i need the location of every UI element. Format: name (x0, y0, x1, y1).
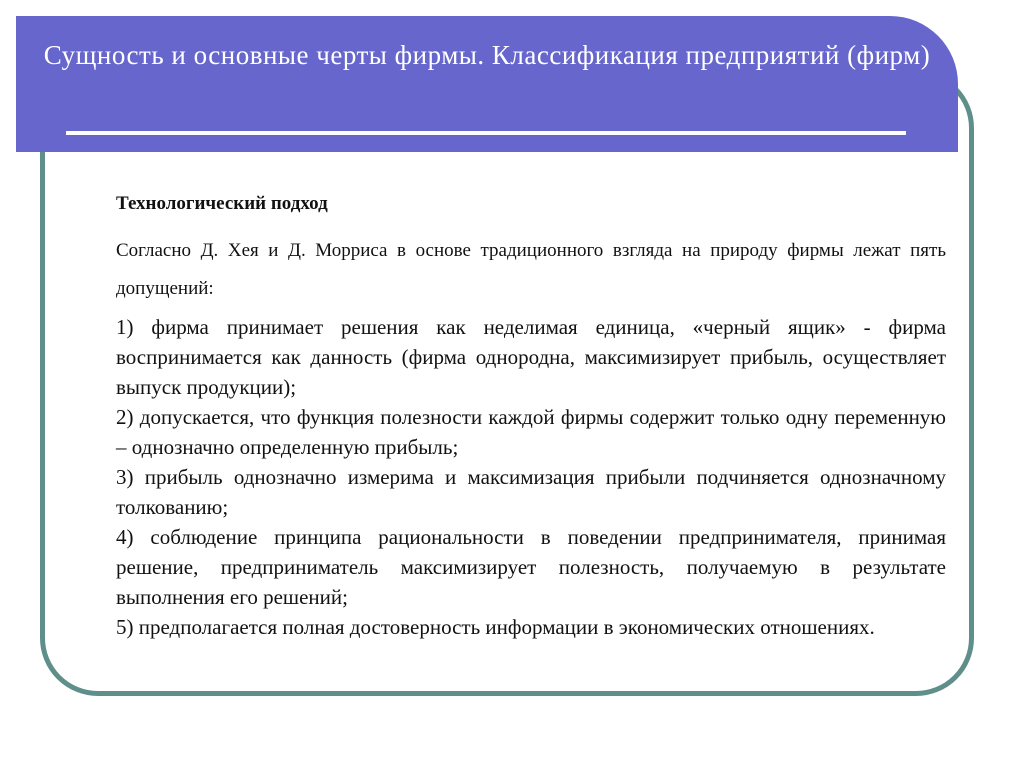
assumption-item-4: 4) соблюдение принципа рациональности в поведении предпринимателя, принимая решение, предприниматель максимизирует полезность, получаемую в результате выполнения его решений; (116, 525, 946, 609)
intro-paragraph: Согласно Д. Хея и Д. Морриса в основе традиционного взгляда на природу фирмы лежат пять допущений: (116, 240, 946, 299)
assumption-item-5: 5) предполагается полная достоверность информации в экономических отношениях. (116, 615, 875, 639)
slide-content (116, 190, 946, 642)
title-underline (66, 131, 906, 135)
section-heading: Технологический подход (116, 193, 328, 214)
assumption-item-1: 1) фирма принимает решения как неделимая единица, «черный ящик» - фирма воспринимается как данность (фирма однородна, максимизирует прибыль, осуществляет выпуск продукции); (116, 315, 946, 399)
slide-title: Сущность и основные черты фирмы. Классификация предприятий (фирм) (43, 40, 931, 70)
assumption-item-3: 3) прибыль однозначно измерима и максимизация прибыли подчиняется однозначному толкованию; (116, 465, 946, 519)
assumption-item-2: 2) допускается, что функция полезности каждой фирмы содержит только одну переменную – однозначно определенную прибыль; (116, 405, 946, 459)
assumptions-list (116, 312, 946, 642)
